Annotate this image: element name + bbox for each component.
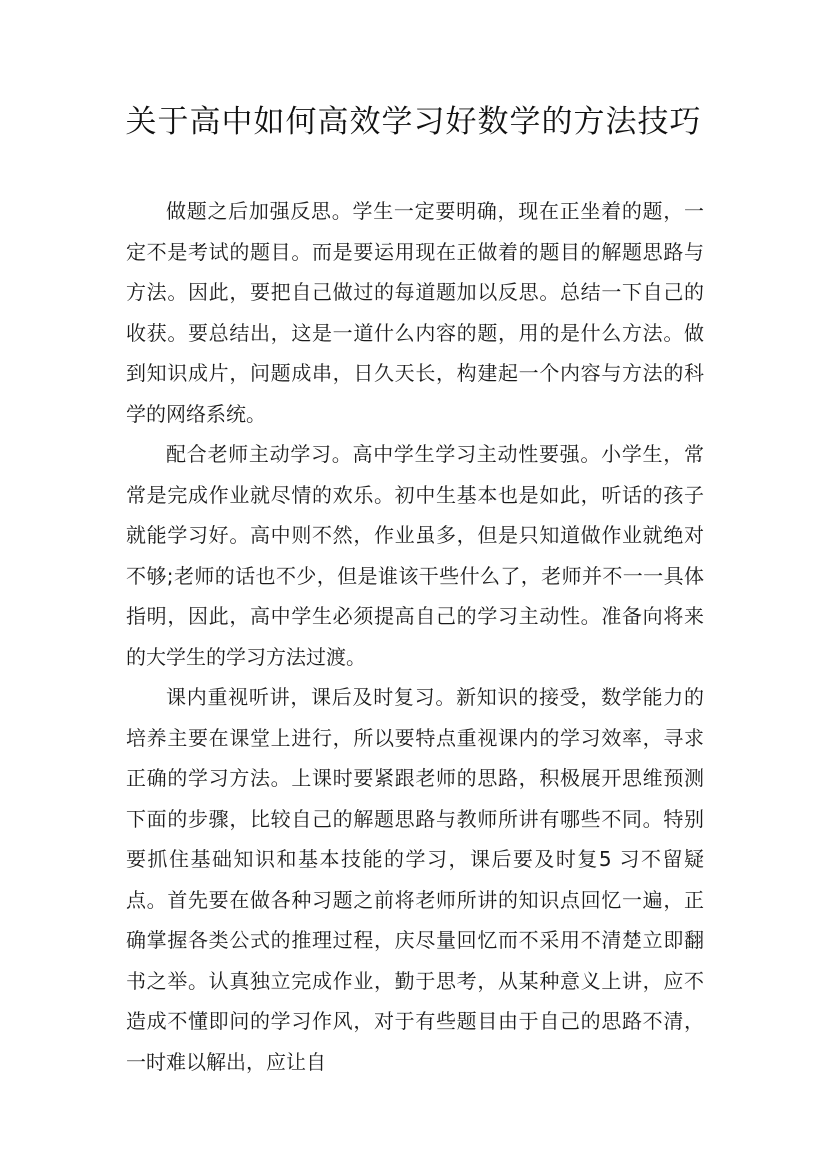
- document-title: 关于高中如何高效学习好数学的方法技巧: [125, 104, 702, 140]
- paragraph-active-learning: 配合老师主动学习。高中学生学习主动性要强。小学生，常常是完成作业就尽情的欢乐。初中生基本也是如此，听话的孩子就能学习好。高中则不然，作业虽多，但是只知道做作业就绝对不够;老师的话也不少，但是谁该干些什么了，老师并不一一具体指明，因此，高中学生必须提高自己的学习主动性。准备向将来的大学生的学习方法过渡。: [126, 442, 704, 669]
- paragraph-reflection: 做题之后加强反思。学生一定要明确，现在正坐着的题，一定不是考试的题目。而是要运用现在正做着的题目的解题思路与方法。因此，要把自己做过的每道题加以反思。总结一下自己的收获。要总结出，这是一道什么内容的题，用的是什么方法。做到知识成片，问题成串，日久天长，构建起一个内容与方法的科学的网络系统。: [126, 199, 704, 426]
- paragraph-classroom-review: 课内重视听讲，课后及时复习。新知识的接受，数学能力的培养主要在课堂上进行，所以要特点重视课内的学习效率，寻求正确的学习方法。上课时要紧跟老师的思路，积极展开思维预测下面的步骤，比较自己的解题思路与教师所讲有哪些不同。特别要抓住基础知识和基本技能的学习，课后要及时复5 习不留疑点。首先要在做各种习题之前将老师所讲的知识点回忆一遍，正确掌握各类公式的推理过程，庆尽量回忆而不采用不清楚立即翻书之举。认真独立完成作业，勤于思考，从某种意义上讲，应不造成不懂即问的学习作风，对于有些题目由于自己的思路不清，一时难以解出，应让自: [126, 685, 704, 1074]
- document-body: [126, 191, 704, 1082]
